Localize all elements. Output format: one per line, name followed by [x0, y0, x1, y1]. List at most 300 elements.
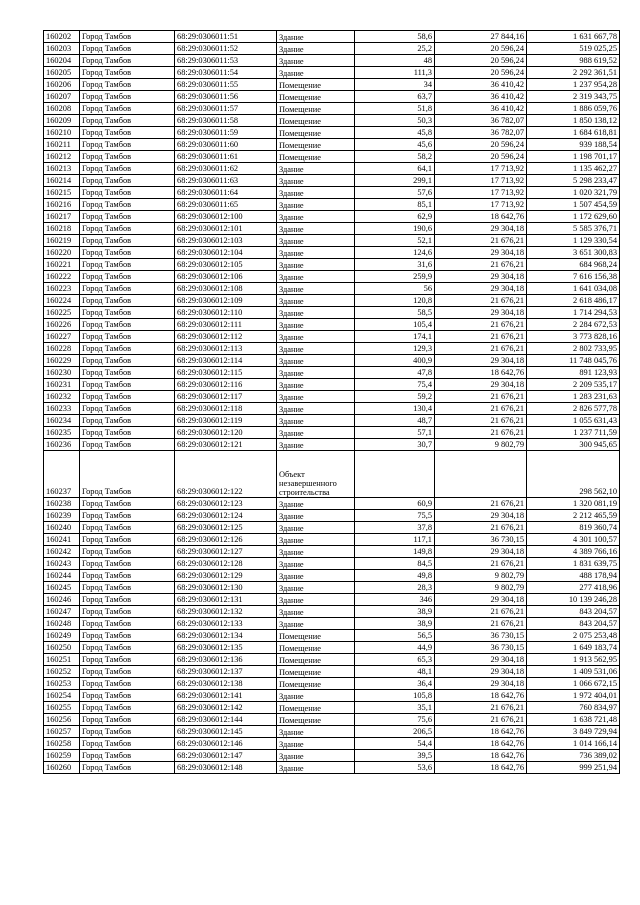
unit-value-cell: 21 676,21 [435, 427, 527, 439]
cadastral-value-cell: 1 320 081,19 [527, 498, 620, 510]
cadastral-number-cell: 68:29:0306011:59 [175, 127, 277, 139]
object-type-cell: Здание [277, 594, 355, 606]
area-cell: 117,1 [355, 534, 435, 546]
table-row [44, 618, 620, 630]
area-cell: 50,3 [355, 115, 435, 127]
object-type-cell: Здание [277, 367, 355, 379]
record-id-cell: 160254 [44, 690, 80, 702]
cadastral-value-cell: 2 075 253,48 [527, 630, 620, 642]
object-type-cell: Здание [277, 690, 355, 702]
record-id-cell: 160207 [44, 91, 80, 103]
cadastral-value-cell: 4 389 766,16 [527, 546, 620, 558]
object-type-cell: Помещение [277, 79, 355, 91]
cadastral-number-cell: 68:29:0306012:100 [175, 211, 277, 223]
cadastral-value-cell: 939 188,54 [527, 139, 620, 151]
area-cell: 149,8 [355, 546, 435, 558]
unit-value-cell: 18 642,76 [435, 211, 527, 223]
unit-value-cell: 20 596,24 [435, 43, 527, 55]
city-cell: Город Тамбов [80, 91, 175, 103]
cadastral-number-cell: 68:29:0306012:121 [175, 439, 277, 451]
record-id-cell: 160219 [44, 235, 80, 247]
city-cell: Город Тамбов [80, 678, 175, 690]
area-cell: 48,1 [355, 666, 435, 678]
city-cell: Город Тамбов [80, 498, 175, 510]
cadastral-number-cell: 68:29:0306012:122 [175, 451, 277, 498]
area-cell: 45,8 [355, 127, 435, 139]
area-cell: 58,6 [355, 31, 435, 43]
record-id-cell: 160216 [44, 199, 80, 211]
object-type-cell: Здание [277, 415, 355, 427]
cadastral-number-cell: 68:29:0306012:124 [175, 510, 277, 522]
cadastral-value-cell: 300 945,65 [527, 439, 620, 451]
table-body [44, 31, 620, 774]
record-id-cell: 160232 [44, 391, 80, 403]
area-cell: 259,9 [355, 271, 435, 283]
table-row [44, 666, 620, 678]
unit-value-cell: 29 304,18 [435, 271, 527, 283]
record-id-cell: 160259 [44, 750, 80, 762]
table-row [44, 55, 620, 67]
record-id-cell: 160236 [44, 439, 80, 451]
table-row [44, 714, 620, 726]
table-row [44, 199, 620, 211]
cadastral-number-cell: 68:29:0306011:57 [175, 103, 277, 115]
record-id-cell: 160228 [44, 343, 80, 355]
city-cell: Город Тамбов [80, 618, 175, 630]
unit-value-cell: 36 730,15 [435, 534, 527, 546]
unit-value-cell: 18 642,76 [435, 367, 527, 379]
cadastral-number-cell: 68:29:0306012:136 [175, 654, 277, 666]
table-row [44, 31, 620, 43]
area-cell: 60,9 [355, 498, 435, 510]
unit-value-cell: 21 676,21 [435, 319, 527, 331]
city-cell: Город Тамбов [80, 55, 175, 67]
unit-value-cell: 20 596,24 [435, 139, 527, 151]
record-id-cell: 160238 [44, 498, 80, 510]
table-row [44, 534, 620, 546]
cadastral-value-cell: 1 850 138,12 [527, 115, 620, 127]
city-cell: Город Тамбов [80, 654, 175, 666]
area-cell: 38,9 [355, 618, 435, 630]
record-id-cell: 160247 [44, 606, 80, 618]
area-cell: 85,1 [355, 199, 435, 211]
cadastral-value-cell: 1 638 721,48 [527, 714, 620, 726]
table-row [44, 91, 620, 103]
city-cell: Город Тамбов [80, 139, 175, 151]
city-cell: Город Тамбов [80, 271, 175, 283]
object-type-cell: Помещение [277, 139, 355, 151]
cadastral-number-cell: 68:29:0306011:58 [175, 115, 277, 127]
record-id-cell: 160237 [44, 451, 80, 498]
area-cell: 25,2 [355, 43, 435, 55]
table-row [44, 79, 620, 91]
object-type-cell: Помещение [277, 714, 355, 726]
cadastral-value-cell: 3 651 300,83 [527, 247, 620, 259]
cadastral-value-cell: 11 748 045,76 [527, 355, 620, 367]
unit-value-cell: 20 596,24 [435, 55, 527, 67]
object-type-cell: Здание [277, 750, 355, 762]
cadastral-number-cell: 68:29:0306012:144 [175, 714, 277, 726]
record-id-cell: 160255 [44, 702, 80, 714]
object-type-cell: Здание [277, 391, 355, 403]
record-id-cell: 160206 [44, 79, 80, 91]
table-row [44, 307, 620, 319]
cadastral-value-cell: 2 618 486,17 [527, 295, 620, 307]
city-cell: Город Тамбов [80, 247, 175, 259]
table-row [44, 439, 620, 451]
city-cell: Город Тамбов [80, 127, 175, 139]
object-type-cell: Здание [277, 247, 355, 259]
cadastral-value-cell: 5 298 233,47 [527, 175, 620, 187]
record-id-cell: 160215 [44, 187, 80, 199]
area-cell: 47,8 [355, 367, 435, 379]
cadastral-value-cell: 1 684 618,81 [527, 127, 620, 139]
unit-value-cell: 29 304,18 [435, 594, 527, 606]
city-cell: Город Тамбов [80, 714, 175, 726]
city-cell: Город Тамбов [80, 582, 175, 594]
record-id-cell: 160218 [44, 223, 80, 235]
cadastral-value-cell: 988 619,52 [527, 55, 620, 67]
city-cell: Город Тамбов [80, 666, 175, 678]
city-cell: Город Тамбов [80, 379, 175, 391]
object-type-cell: Здание [277, 295, 355, 307]
cadastral-value-cell: 1 055 631,43 [527, 415, 620, 427]
table-row [44, 570, 620, 582]
object-type-cell: Здание [277, 498, 355, 510]
table-row [44, 403, 620, 415]
cadastral-value-cell: 10 139 246,28 [527, 594, 620, 606]
area-cell: 38,9 [355, 606, 435, 618]
table-row [44, 67, 620, 79]
table-row [44, 127, 620, 139]
cadastral-number-cell: 68:29:0306012:134 [175, 630, 277, 642]
object-type-cell: Здание [277, 546, 355, 558]
city-cell: Город Тамбов [80, 355, 175, 367]
record-id-cell: 160260 [44, 762, 80, 774]
area-cell: 39,5 [355, 750, 435, 762]
cadastral-value-cell: 843 204,57 [527, 606, 620, 618]
table-row [44, 367, 620, 379]
object-type-cell: Здание [277, 379, 355, 391]
cadastral-value-cell: 1 066 672,15 [527, 678, 620, 690]
table-row [44, 451, 620, 498]
area-cell: 75,6 [355, 714, 435, 726]
area-cell: 45,6 [355, 139, 435, 151]
record-id-cell: 160233 [44, 403, 80, 415]
table-row [44, 702, 620, 714]
object-type-cell: Помещение [277, 642, 355, 654]
city-cell: Город Тамбов [80, 79, 175, 91]
record-id-cell: 160243 [44, 558, 80, 570]
unit-value-cell: 29 304,18 [435, 283, 527, 295]
city-cell: Город Тамбов [80, 343, 175, 355]
area-cell: 111,3 [355, 67, 435, 79]
table-row [44, 427, 620, 439]
unit-value-cell: 18 642,76 [435, 726, 527, 738]
unit-value-cell: 21 676,21 [435, 331, 527, 343]
cadastral-number-cell: 68:29:0306012:146 [175, 738, 277, 750]
object-type-cell: Помещение [277, 654, 355, 666]
area-cell: 62,9 [355, 211, 435, 223]
city-cell: Город Тамбов [80, 403, 175, 415]
area-cell: 30,7 [355, 439, 435, 451]
cadastral-number-cell: 68:29:0306012:128 [175, 558, 277, 570]
object-type-cell: Здание [277, 582, 355, 594]
cadastral-table-page [43, 30, 620, 774]
table-row [44, 283, 620, 295]
table-row [44, 415, 620, 427]
unit-value-cell: 29 304,18 [435, 223, 527, 235]
cadastral-number-cell: 68:29:0306012:129 [175, 570, 277, 582]
cadastral-value-cell: 1 020 321,79 [527, 187, 620, 199]
cadastral-value-cell: 1 913 562,95 [527, 654, 620, 666]
unit-value-cell: 17 713,92 [435, 187, 527, 199]
unit-value-cell: 21 676,21 [435, 714, 527, 726]
cadastral-value-cell: 1 714 294,53 [527, 307, 620, 319]
record-id-cell: 160213 [44, 163, 80, 175]
unit-value-cell: 20 596,24 [435, 151, 527, 163]
table-row [44, 594, 620, 606]
cadastral-number-cell: 68:29:0306011:52 [175, 43, 277, 55]
record-id-cell: 160205 [44, 67, 80, 79]
table-row [44, 738, 620, 750]
cadastral-value-cell: 1 831 639,75 [527, 558, 620, 570]
area-cell: 48,7 [355, 415, 435, 427]
cadastral-value-cell: 2 319 343,75 [527, 91, 620, 103]
city-cell: Город Тамбов [80, 642, 175, 654]
unit-value-cell: 29 304,18 [435, 307, 527, 319]
object-type-cell: Здание [277, 199, 355, 211]
object-type-cell: Помещение [277, 103, 355, 115]
city-cell: Город Тамбов [80, 415, 175, 427]
unit-value-cell: 17 713,92 [435, 163, 527, 175]
cadastral-value-table [43, 30, 620, 774]
object-type-cell: Здание [277, 558, 355, 570]
table-row [44, 498, 620, 510]
cadastral-value-cell: 3 773 828,16 [527, 331, 620, 343]
area-cell: 44,9 [355, 642, 435, 654]
object-type-cell: Здание [277, 510, 355, 522]
table-row [44, 642, 620, 654]
record-id-cell: 160256 [44, 714, 80, 726]
object-type-cell: Здание [277, 175, 355, 187]
unit-value-cell: 29 304,18 [435, 355, 527, 367]
record-id-cell: 160251 [44, 654, 80, 666]
cadastral-number-cell: 68:29:0306011:62 [175, 163, 277, 175]
table-row [44, 558, 620, 570]
area-cell: 48 [355, 55, 435, 67]
cadastral-number-cell: 68:29:0306012:130 [175, 582, 277, 594]
record-id-cell: 160225 [44, 307, 80, 319]
cadastral-number-cell: 68:29:0306011:64 [175, 187, 277, 199]
cadastral-number-cell: 68:29:0306012:108 [175, 283, 277, 295]
cadastral-number-cell: 68:29:0306012:112 [175, 331, 277, 343]
table-row [44, 223, 620, 235]
unit-value-cell: 29 304,18 [435, 379, 527, 391]
cadastral-value-cell: 2 802 733,95 [527, 343, 620, 355]
cadastral-value-cell: 7 616 156,38 [527, 271, 620, 283]
cadastral-number-cell: 68:29:0306012:123 [175, 498, 277, 510]
city-cell: Город Тамбов [80, 738, 175, 750]
object-type-cell: Здание [277, 618, 355, 630]
object-type-cell: Здание [277, 331, 355, 343]
record-id-cell: 160231 [44, 379, 80, 391]
record-id-cell: 160220 [44, 247, 80, 259]
table-row [44, 247, 620, 259]
cadastral-number-cell: 68:29:0306011:51 [175, 31, 277, 43]
unit-value-cell: 21 676,21 [435, 391, 527, 403]
unit-value-cell: 21 676,21 [435, 403, 527, 415]
cadastral-number-cell: 68:29:0306012:142 [175, 702, 277, 714]
cadastral-number-cell: 68:29:0306011:56 [175, 91, 277, 103]
city-cell: Город Тамбов [80, 391, 175, 403]
unit-value-cell: 36 782,07 [435, 115, 527, 127]
city-cell: Город Тамбов [80, 295, 175, 307]
cadastral-value-cell: 2 209 535,17 [527, 379, 620, 391]
area-cell: 129,3 [355, 343, 435, 355]
city-cell: Город Тамбов [80, 427, 175, 439]
record-id-cell: 160241 [44, 534, 80, 546]
unit-value-cell: 29 304,18 [435, 666, 527, 678]
object-type-cell: Здание [277, 403, 355, 415]
unit-value-cell: 17 713,92 [435, 199, 527, 211]
record-id-cell: 160226 [44, 319, 80, 331]
unit-value-cell: 36 730,15 [435, 642, 527, 654]
record-id-cell: 160245 [44, 582, 80, 594]
unit-value-cell: 18 642,76 [435, 750, 527, 762]
area-cell: 58,2 [355, 151, 435, 163]
area-cell: 49,8 [355, 570, 435, 582]
city-cell: Город Тамбов [80, 151, 175, 163]
record-id-cell: 160221 [44, 259, 80, 271]
cadastral-number-cell: 68:29:0306012:120 [175, 427, 277, 439]
table-row [44, 678, 620, 690]
cadastral-number-cell: 68:29:0306012:138 [175, 678, 277, 690]
table-row [44, 235, 620, 247]
area-cell: 130,4 [355, 403, 435, 415]
unit-value-cell: 9 802,79 [435, 439, 527, 451]
area-cell: 37,8 [355, 522, 435, 534]
city-cell: Город Тамбов [80, 31, 175, 43]
cadastral-number-cell: 68:29:0306011:53 [175, 55, 277, 67]
cadastral-value-cell: 1 649 183,74 [527, 642, 620, 654]
object-type-cell: Здание [277, 259, 355, 271]
city-cell: Город Тамбов [80, 702, 175, 714]
table-row [44, 43, 620, 55]
object-type-cell: Здание [277, 67, 355, 79]
table-row [44, 690, 620, 702]
record-id-cell: 160208 [44, 103, 80, 115]
object-type-cell: Здание [277, 43, 355, 55]
object-type-cell: Помещение [277, 630, 355, 642]
cadastral-number-cell: 68:29:0306012:119 [175, 415, 277, 427]
unit-value-cell: 29 304,18 [435, 510, 527, 522]
unit-value-cell: 36 410,42 [435, 91, 527, 103]
city-cell: Город Тамбов [80, 606, 175, 618]
table-row [44, 139, 620, 151]
cadastral-number-cell: 68:29:0306012:135 [175, 642, 277, 654]
record-id-cell: 160223 [44, 283, 80, 295]
cadastral-number-cell: 68:29:0306012:104 [175, 247, 277, 259]
city-cell: Город Тамбов [80, 283, 175, 295]
cadastral-number-cell: 68:29:0306012:109 [175, 295, 277, 307]
cadastral-value-cell: 1 641 034,08 [527, 283, 620, 295]
table-row [44, 211, 620, 223]
city-cell: Город Тамбов [80, 223, 175, 235]
record-id-cell: 160211 [44, 139, 80, 151]
object-type-cell: Здание [277, 187, 355, 199]
cadastral-value-cell: 1 886 059,76 [527, 103, 620, 115]
cadastral-value-cell: 1 014 166,14 [527, 738, 620, 750]
area-cell: 105,4 [355, 319, 435, 331]
cadastral-number-cell: 68:29:0306012:141 [175, 690, 277, 702]
table-row [44, 115, 620, 127]
cadastral-value-cell: 488 178,94 [527, 570, 620, 582]
area-cell: 34 [355, 79, 435, 91]
cadastral-number-cell: 68:29:0306012:101 [175, 223, 277, 235]
cadastral-value-cell: 1 237 954,28 [527, 79, 620, 91]
table-row [44, 582, 620, 594]
city-cell: Город Тамбов [80, 331, 175, 343]
area-cell: 53,6 [355, 762, 435, 774]
area-cell: 28,3 [355, 582, 435, 594]
record-id-cell: 160235 [44, 427, 80, 439]
table-row [44, 295, 620, 307]
object-type-cell: Помещение [277, 151, 355, 163]
cadastral-number-cell: 68:29:0306012:117 [175, 391, 277, 403]
object-type-cell: Помещение [277, 127, 355, 139]
table-row [44, 522, 620, 534]
cadastral-value-cell: 1 135 462,27 [527, 163, 620, 175]
city-cell: Город Тамбов [80, 67, 175, 79]
area-cell: 54,4 [355, 738, 435, 750]
table-row [44, 271, 620, 283]
object-type-cell: Здание [277, 55, 355, 67]
city-cell: Город Тамбов [80, 367, 175, 379]
cadastral-number-cell: 68:29:0306012:132 [175, 606, 277, 618]
record-id-cell: 160240 [44, 522, 80, 534]
city-cell: Город Тамбов [80, 235, 175, 247]
object-type-cell: Здание [277, 427, 355, 439]
area-cell: 174,1 [355, 331, 435, 343]
unit-value-cell: 29 304,18 [435, 678, 527, 690]
unit-value-cell [435, 451, 527, 498]
cadastral-number-cell: 68:29:0306011:65 [175, 199, 277, 211]
table-row [44, 546, 620, 558]
object-type-cell: Здание [277, 31, 355, 43]
cadastral-value-cell: 1 631 667,78 [527, 31, 620, 43]
area-cell: 64,1 [355, 163, 435, 175]
record-id-cell: 160229 [44, 355, 80, 367]
table-row [44, 630, 620, 642]
record-id-cell: 160202 [44, 31, 80, 43]
record-id-cell: 160257 [44, 726, 80, 738]
city-cell: Город Тамбов [80, 750, 175, 762]
object-type-cell: Здание [277, 439, 355, 451]
cadastral-number-cell: 68:29:0306011:54 [175, 67, 277, 79]
cadastral-number-cell: 68:29:0306012:137 [175, 666, 277, 678]
record-id-cell: 160224 [44, 295, 80, 307]
cadastral-value-cell: 1 507 454,59 [527, 199, 620, 211]
city-cell: Город Тамбов [80, 594, 175, 606]
cadastral-value-cell: 2 212 465,59 [527, 510, 620, 522]
city-cell: Город Тамбов [80, 762, 175, 774]
cadastral-number-cell: 68:29:0306012:127 [175, 546, 277, 558]
unit-value-cell: 18 642,76 [435, 690, 527, 702]
city-cell: Город Тамбов [80, 570, 175, 582]
city-cell: Город Тамбов [80, 103, 175, 115]
area-cell: 35,1 [355, 702, 435, 714]
